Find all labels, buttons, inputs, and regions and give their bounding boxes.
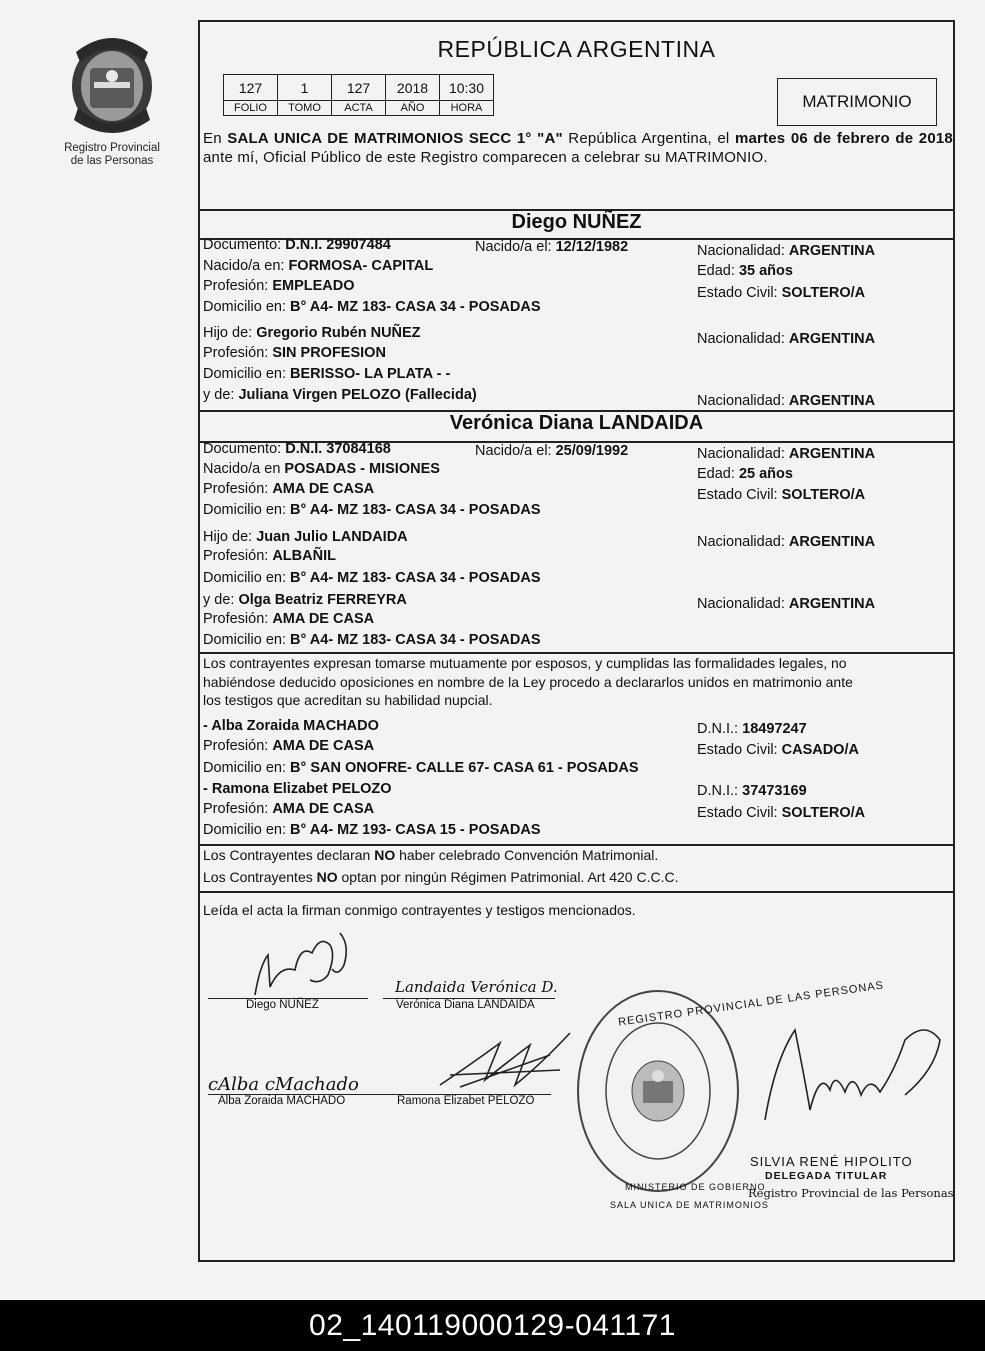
witness-2-dni	[697, 783, 807, 799]
groom-born	[475, 239, 628, 255]
label: Hijo de:	[203, 529, 253, 545]
label: Nacido/a en	[203, 461, 281, 477]
label: D.N.I.:	[697, 783, 739, 799]
witness-1-civil-status	[697, 742, 859, 758]
value: D.N.I. 29907484	[285, 237, 391, 253]
value: B° A4- MZ 183- CASA 34 - POSADAS	[290, 570, 541, 586]
label: Nacionalidad:	[697, 534, 785, 550]
label: Documento:	[203, 237, 282, 253]
label: Nacido/a en:	[203, 258, 285, 274]
registry-data-table	[223, 74, 494, 116]
label: Nacionalidad:	[697, 393, 785, 409]
divider	[200, 844, 953, 846]
value: B° A4- MZ 183- CASA 34 - POSADAS	[290, 299, 541, 315]
groom-profession	[203, 278, 355, 294]
groom-father	[203, 325, 421, 341]
convention-statement	[203, 847, 658, 863]
value: SIN PROFESION	[272, 345, 386, 361]
groom-nationality	[697, 243, 875, 259]
label: Domicilio en:	[203, 502, 286, 518]
intro-text-1: En	[203, 130, 228, 147]
label: Nacido/a el:	[475, 443, 552, 459]
value: AMA DE CASA	[272, 481, 375, 497]
intro-paragraph	[203, 129, 953, 167]
value: B° A4- MZ 183- CASA 34 - POSADAS	[290, 632, 541, 648]
value: Juan Julio LANDAIDA	[256, 529, 408, 545]
groom-address	[203, 299, 541, 315]
value: ARGENTINA	[788, 243, 876, 259]
intro-date: martes 06 de febrero de 2018	[734, 130, 953, 147]
logo-caption-line1: Registro Provincial	[64, 142, 160, 154]
text-bold: NO	[316, 869, 338, 885]
witness-2-signature-icon	[430, 1025, 580, 1100]
tomo-value: 1	[278, 75, 332, 101]
folio-value: 127	[224, 75, 278, 101]
value: 35 años	[738, 263, 793, 279]
label: Documento:	[203, 441, 282, 457]
bride-age	[697, 466, 793, 482]
label: y de:	[203, 387, 235, 403]
value: BERISSO- LA PLATA - -	[290, 366, 451, 382]
groom-father-nationality	[697, 331, 875, 347]
divider	[200, 652, 953, 654]
value: B° A4- MZ 183- CASA 34 - POSADAS	[290, 502, 541, 518]
bride-born	[475, 443, 628, 459]
acta-label: ACTA	[332, 101, 386, 116]
groom-birthplace	[203, 258, 433, 274]
officer-organization: Registro Provincial de las Personas	[748, 1186, 954, 1200]
logo-caption-line2: de las Personas	[70, 155, 154, 167]
bride-birthplace	[203, 461, 440, 477]
bride-address	[203, 502, 541, 518]
label: Nacionalidad:	[697, 446, 785, 462]
value: EMPLEADO	[272, 278, 355, 294]
label: Edad:	[697, 263, 735, 279]
label: Nacido/a el:	[475, 239, 552, 255]
groom-civil-status	[697, 285, 865, 301]
label: Estado Civil:	[697, 805, 778, 821]
label: Profesión:	[203, 801, 269, 817]
groom-mother-nationality	[697, 393, 875, 409]
witness-1-profession	[203, 738, 374, 754]
label: Profesión:	[203, 738, 269, 754]
label: Nacionalidad:	[697, 243, 785, 259]
value: 25/09/1992	[555, 443, 629, 459]
label: Domicilio en:	[203, 570, 286, 586]
registry-logo	[52, 38, 172, 168]
groom-signature-name: Diego NUÑEZ	[246, 999, 319, 1011]
value: ALBAÑIL	[272, 548, 336, 564]
groom-age	[697, 263, 793, 279]
hour-value: 10:30	[440, 75, 494, 101]
bride-father	[203, 529, 408, 545]
tomo-label: TOMO	[278, 101, 332, 116]
value: SOLTERO/A	[781, 805, 866, 821]
groom-father-address	[203, 366, 450, 382]
intro-text-2: República Argentina, el	[562, 130, 735, 147]
value: 25 años	[738, 466, 793, 482]
groom-document	[203, 237, 391, 253]
label: D.N.I.:	[697, 721, 739, 737]
seal-bottom-text: MINISTERIO DE GOBIERNO	[625, 1182, 766, 1192]
folio-label: FOLIO	[224, 101, 278, 116]
value: ARGENTINA	[788, 596, 876, 612]
value: - Alba Zoraida MACHADO	[203, 718, 379, 734]
value: FORMOSA- CAPITAL	[288, 258, 434, 274]
witness-1-signature-script: cAlba cMachado	[208, 1074, 359, 1095]
bride-father-nationality	[697, 534, 875, 550]
officer-role: DELEGADA TITULAR	[765, 1170, 888, 1182]
value: B° A4- MZ 193- CASA 15 - POSADAS	[290, 822, 541, 838]
value: AMA DE CASA	[272, 611, 375, 627]
label: Hijo de:	[203, 325, 253, 341]
witness-1-signature-name: Alba Zoraida MACHADO	[218, 1095, 346, 1107]
text: optan por ningún Régimen Patrimonial. Art 420 C.C.C.	[337, 869, 679, 885]
witness-2-profession	[203, 801, 374, 817]
label: Nacionalidad:	[697, 596, 785, 612]
value: SOLTERO/A	[781, 487, 866, 503]
value: B° SAN ONOFRE- CALLE 67- CASA 61 - POSADAS	[290, 760, 639, 776]
document-code: 02_140119000129-041171	[0, 1300, 985, 1351]
bride-signature-script: Landaida Verónica D.	[395, 978, 558, 996]
bride-mother-profession	[203, 611, 374, 627]
year-label: AÑO	[386, 101, 440, 116]
text: haber celebrado Convención Matrimonial.	[395, 847, 659, 863]
bride-nationality	[697, 446, 875, 462]
bride-mother	[203, 592, 407, 608]
text: Los Contrayentes	[203, 869, 317, 885]
declaration-line-3: los testigos que acreditan su habilidad nupcial.	[203, 692, 493, 708]
label: Edad:	[697, 466, 735, 482]
declaration-line-1: Los contrayentes expresan tomarse mutuamente por esposos, y cumplidas las formalidades legales, no	[203, 655, 847, 671]
bride-document	[203, 441, 391, 457]
witness-2-civil-status	[697, 805, 865, 821]
value: ARGENTINA	[788, 446, 876, 462]
text: Los Contrayentes declaran	[203, 847, 375, 863]
value: Olga Beatriz FERREYRA	[238, 592, 407, 608]
label: Profesión:	[203, 611, 269, 627]
intro-place: SALA UNICA DE MATRIMONIOS SECC 1° "A"	[227, 130, 563, 147]
bride-civil-status	[697, 487, 865, 503]
witness-1-address	[203, 760, 639, 776]
year-value: 2018	[386, 75, 440, 101]
label: Domicilio en:	[203, 299, 286, 315]
bride-father-profession	[203, 548, 336, 564]
value: Gregorio Rubén NUÑEZ	[256, 325, 421, 341]
label: Estado Civil:	[697, 487, 778, 503]
value: 12/12/1982	[555, 239, 629, 255]
value: POSADAS - MISIONES	[284, 461, 440, 477]
label: Profesión:	[203, 548, 269, 564]
label: Domicilio en:	[203, 366, 286, 382]
value: ARGENTINA	[788, 393, 876, 409]
bride-profession	[203, 481, 374, 497]
acta-value: 127	[332, 75, 386, 101]
value: 18497247	[742, 721, 807, 737]
label: Domicilio en:	[203, 632, 286, 648]
label: Profesión:	[203, 278, 269, 294]
value: SOLTERO/A	[781, 285, 866, 301]
witness-1-dni	[697, 721, 807, 737]
declaration-line-2: habiéndose deducido oposiciones en nombre de la Ley procedo a declararlos unidos en matrimonio ante	[203, 674, 853, 690]
label: Domicilio en:	[203, 760, 286, 776]
bride-name: Verónica Diana LANDAIDA	[449, 412, 704, 434]
hour-label: HORA	[440, 101, 494, 116]
bride-father-address	[203, 570, 541, 586]
officer-name: SILVIA RENÉ HIPOLITO	[750, 1154, 913, 1169]
value: - Ramona Elizabet PELOZO	[203, 781, 392, 797]
label: Nacionalidad:	[697, 331, 785, 347]
value: ARGENTINA	[788, 331, 876, 347]
witness-2-address	[203, 822, 541, 838]
label: Estado Civil:	[697, 285, 778, 301]
value: Juliana Virgen PELOZO (Fallecida)	[238, 387, 477, 403]
seal-inner-text: SALA UNICA DE MATRIMONIOS	[610, 1200, 769, 1210]
value: AMA DE CASA	[272, 738, 375, 754]
witness-1-name	[203, 718, 379, 734]
label: Profesión:	[203, 481, 269, 497]
seal-outer-text: REGISTRO PROVINCIAL DE LAS PERSONAS	[617, 979, 885, 1029]
value: 37473169	[742, 783, 807, 799]
text-bold: NO	[374, 847, 396, 863]
value: D.N.I. 37084168	[285, 441, 391, 457]
label: y de:	[203, 592, 235, 608]
witness-2-name	[203, 781, 392, 797]
groom-mother	[203, 387, 477, 403]
witness-2-signature-name: Ramona Elizabet PELOZO	[397, 1095, 535, 1107]
officer-signature-icon	[735, 1000, 950, 1150]
document-type-box: MATRIMONIO	[777, 78, 937, 126]
value: AMA DE CASA	[272, 801, 375, 817]
value: ARGENTINA	[788, 534, 876, 550]
groom-father-profession	[203, 345, 386, 361]
groom-name: Diego NUÑEZ	[511, 211, 642, 233]
label: Profesión:	[203, 345, 269, 361]
document-title: REPÚBLICA ARGENTINA	[437, 36, 716, 62]
logo-caption	[52, 142, 172, 168]
groom-signature-icon	[240, 925, 370, 1005]
divider	[200, 891, 953, 893]
bride-mother-nationality	[697, 596, 875, 612]
regime-statement	[203, 869, 678, 885]
value: CASADO/A	[781, 742, 859, 758]
misiones-coat-of-arms-icon	[64, 38, 160, 138]
label: Domicilio en:	[203, 822, 286, 838]
intro-text-3: ante mí, Oficial Público de este Registro comparecen a celebrar su MATRIMONIO.	[203, 149, 768, 166]
bride-mother-address	[203, 632, 541, 648]
label: Estado Civil:	[697, 742, 778, 758]
bride-signature-name: Verónica Diana LANDAIDA	[396, 999, 535, 1011]
closing-statement: Leída el acta la firman conmigo contrayentes y testigos mencionados.	[203, 902, 636, 918]
